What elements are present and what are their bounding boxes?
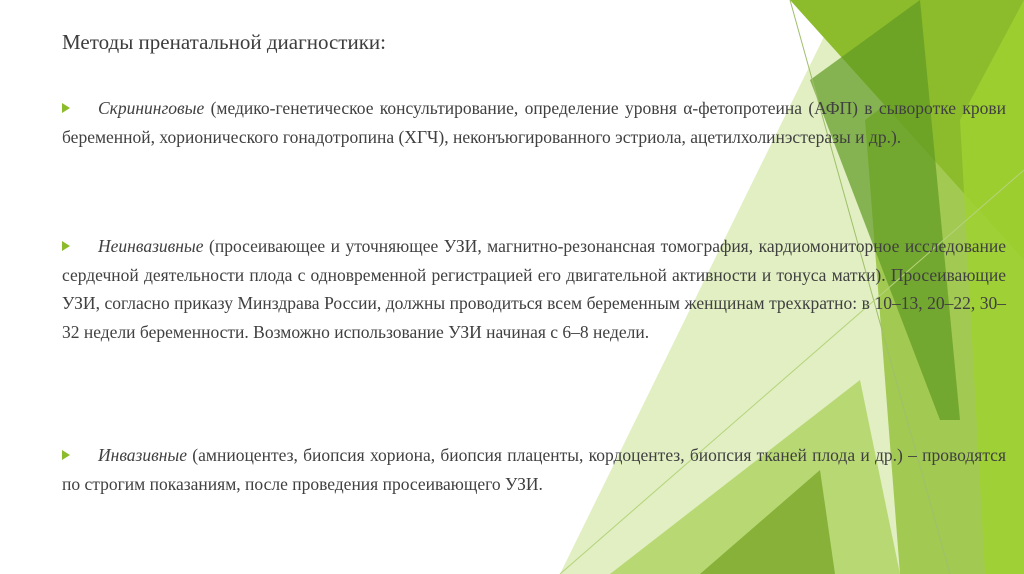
bullet-noninvasive-text (62, 232, 1006, 346)
bullet-description: (амниоцентез, биопсия хориона, биопсия плаценты, кордоцентез, биопсия тканей плода и др.) – проводятся по строгим показаниям, после проведения просеивающего УЗИ. (62, 445, 1006, 494)
bullet-term: Инвазивные (98, 445, 188, 465)
bullet-invasive (62, 441, 1006, 498)
bullet-arrow-icon (62, 103, 70, 113)
slide-title: Методы пренатальной диагностики: (62, 30, 386, 54)
bullet-invasive-text (62, 441, 1006, 498)
bullet-term: Неинвазивные (98, 236, 204, 256)
bullet-screening-text (62, 94, 1006, 151)
bullet-noninvasive (62, 232, 1006, 346)
bullet-term: Скрининговые (98, 98, 205, 118)
bullet-arrow-icon (62, 450, 70, 460)
bullet-description: (просеивающее и уточняющее УЗИ, магнитно-резонансная томография, кардиомониторное исследование сердечной деятельности плода с одновременной регистрацией его двигательной активности и тонуса матки). Просеивающие УЗИ, согласно приказу Минздрава России, должны проводиться всем беременным женщинам трехкратно: в 10–13, 20–22, 30–32 недели беременности. Возможно использование УЗИ начиная с 6–8 недели. (62, 236, 1006, 342)
bullet-screening (62, 94, 1006, 151)
bullet-description: (медико-генетическое консультирование, определение уровня α-фетопротеина (АФП) в сыворотке крови беременной, хорионического гонадотропина (ХГЧ), неконъюгированного эстриола, ацетилхолинэстеразы и др.). (62, 98, 1006, 147)
bullet-arrow-icon (62, 241, 70, 251)
